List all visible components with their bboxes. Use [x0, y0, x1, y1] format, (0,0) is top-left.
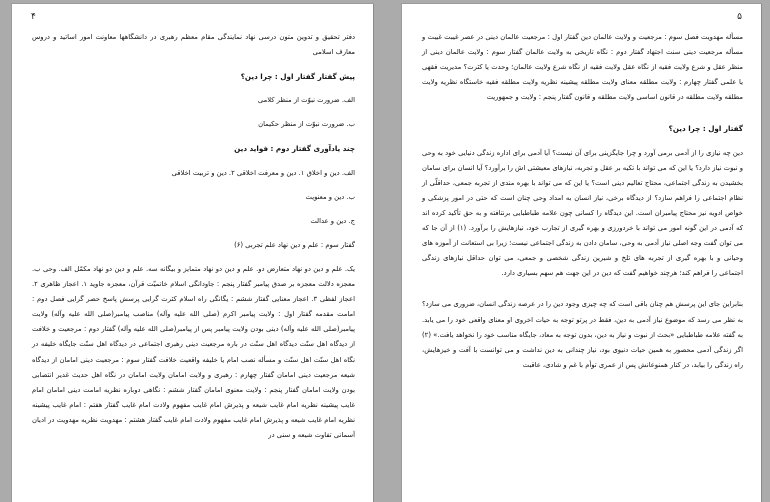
- page-left: [12, 4, 373, 502]
- intro-paragraph: دفتر تحقیق و تدوین متون درسی نهاد نمایندگی مقام معظم رهبری در دانشگاهها معاونت امور اساتید و دروس معارف اسلامی: [32, 33, 355, 57]
- page-number: ۵: [737, 12, 742, 22]
- page-content: [32, 30, 355, 443]
- body-paragraph: یک. علم و دین دو نهاد متعارض دو. علم و دین دو نهاد متمایز و بیگانه سه. علم و دین دو نهاد مکمّل الف. وحی ب. معجزه دلالت معجزه بر صدق پیامبر گفتار پنجم : جاودانگی اسلام خاتمیّت قرآن، معجزه جاوید ۱. اعجاز ظاهری ۲. اعجاز لفظی ۳. اعجاز معنایی گفتار ششم : یگانگی راه اسلام کثرت گرایی پرسش پاسخ حصر گرایی فصل دوم : امامت مقدمه گفتار اول : ولایت پیامبر اکرم (صلی الله علیه وآله) مناصب پیامبر(صلی الله علیه وآله) ولایت پیامبر(صلی الله علیه وآله) دینی بودن ولایت پیامبر پس از پیامبر(صلی الله علیه وآله) گفتار دوم : مرجعیت و خلافت از دیدگاه اهل سنّت دیدگاه اهل سنّت در باره مرجعیت دینی رهبری اجتماعی در دیدگاه اهل سنّت جایگاه خلیفه در نگاه اهل سنّت اهل سنّت و مسأله نصب امام یا خلیفه واقعیت خلافت گفتار سوم : مرجعیت دینی امامان از دیدگاه شیعه مرجعیت دینی امامان گفتار چهارم : رهبری و ولایت امامان ولایت امامان در نگاه اهل حدیث غدیر انتصابی بودن ولایت امامان گفتار پنجم : ولایت معنوی امامان گفتار ششم : نگاهی دوباره نظریه امامت دینی امامان امام غایب پیشینه نظریه امام غایب شیعه و پذیرش امام غایب مفهوم ولادت امام غایب گفتار هفتم : امام غایب پیشینه نظریه امام غایب شیعه و پذیرش امام غایب مفهوم ولادت امام غایب گفتار هشتم : مهدویت نظریه مهدویت در ادیان آسمانی تفاوت شیعه و سنی در: [32, 264, 355, 439]
- list-item: گفتار سوم : علم و دین نهاد علم تجربی (۶): [234, 240, 355, 249]
- body-paragraph: دین چه نیازی را از آدمی برمی آورد و چرا جایگزینی برای آن نیست؟ آیا آدمی برای اداره زندگی دنیایی خود به وحی و نبوت نیاز دارد؟ یا این که می تواند با تکیه بر عقل و تجربه، نیازهای معیشتی اش را برآورد؟ آیا انسان برای سامان بخشیدن به زندگی اجتماعی، محتاج تعالیم دینی است؟ یا این که می تواند با بهره مندی از تجربه جمعی، حداقلّی از نظام اجتماعی را فراهم سازد؟ از دیدگاه برخی، نیاز انسان به امداد وحی چنان است که حتی در امور پزشکی و خواص ادویه نیز محتاج پیامبران است. این دیدگاه را کسانی چون علامه طباطبایی برنتافته و به حق تأکید کرده اند که آدمی در این گونه امور می تواند با خردورزی و بهره گیری از تجارب خود، نیازهایش را برآورد. (۱) از آن جا که می توان گفت وجه اصلی نیاز آدمی به وحی، سامان دادن به زندگی اجتماعی نیست؛ زیرا بی استعانت از آموزه های وحیانی و با بهره گیری از تجربه های تلخ و شیرین زندگی شخصی و جمعی، می توان حداقل نیازهای زندگی اجتماعی را فراهم کند؛ هرچند خواهیم گفت که دین در این جهت هم سهم بسیاری دارد.: [422, 148, 743, 278]
- page-number: ۴: [31, 12, 36, 22]
- page-content: [422, 30, 743, 373]
- page-right: [402, 4, 761, 502]
- section-heading: گفتار اول : چرا دین؟: [668, 124, 743, 134]
- list-item: ب. ضرورت نبوّت از منظر حکیمان: [258, 120, 355, 129]
- body-paragraph: بنابراین جای این پرسش هم چنان باقی است که چه چیزی وجود دین را در عرصه زندگی انسان، ضروری می سازد؟ به نظر می رسد که موضوع نیاز آدمی به دین، فقط در پرتو توجه به حیات اخروی او معنای واقعی خود را می یابد. به گفته علامه طباطبایی «بحث از نبوت و نیاز به دین، بدون توجه به معاد، جایگاه مناسب خود را نخواهد یافت.» (۲) اگر زندگی آدمی محصور به همین حیات دنیوی بود، نیاز چندانی به دین نداشت و می توانست با آفت و خیزهایش، راه زندگی را بیابد، در کنار همنوعانش پس از عمری توأم با غم و شادی، عاقبت: [422, 300, 743, 369]
- list-item: ب. دین و معنویت: [305, 192, 355, 201]
- intro-paragraph: مسأله مهدویت فصل سوم : مرجعیت و ولایت عالمان دین گفتار اول : مرجعیت عالمان دینی در عصر غیبت غیبت و مسأله مرجعیت دینی سنت اجتهاد گفتار دوم : نگاه تاریخی به ولایت عالمان گفتار سوم : ولایت عالمان دینی از منظر عقل و شرع ولایت فقیه از نگاه عقل ولایت فقیه از نگاه شرع ولایت عالمان؛ وحدت یا کثرت؟ مدیریت فقهی یا علمی گفتار چهارم : ولایت مطلقه معنای ولایت مطلقه پیشینه نظریه ولایت مطلقه فقیه خاستگاه نظریه ولایت مطلقه ولایت مطلقه در قانون اساسی ولایت مطلقه و قانون گفتار پنجم : ولایت و جمهوریت: [422, 33, 743, 102]
- list-item: الف. ضرورت نبوّت از منظر کلامی: [257, 96, 355, 105]
- list-item: الف. دین و اخلاق ۱. دین و معرفت اخلاقی ۲. دین و تربیت اخلاقی: [171, 168, 355, 177]
- list-item: ج. دین و عدالت: [310, 216, 355, 225]
- section-heading: چند یادآوری گفتار دوم : فواید دین: [234, 144, 355, 154]
- section-heading: پیش گفتار گفتار اول : چرا دین؟: [240, 72, 355, 82]
